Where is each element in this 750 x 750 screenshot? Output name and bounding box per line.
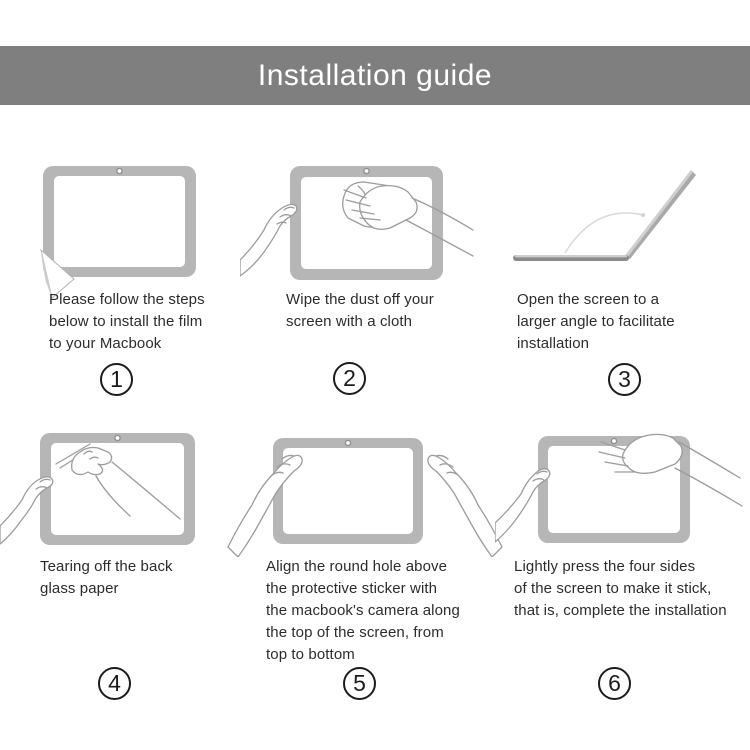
caption-line: screen with a cloth xyxy=(286,313,413,330)
caption-line: glass paper xyxy=(40,580,119,597)
step-5-align-film-icon xyxy=(220,425,510,557)
step-4-tear-paper-icon xyxy=(0,428,235,558)
camera-dot-icon xyxy=(611,438,616,443)
step-5-number-badge: 5 xyxy=(343,667,376,700)
caption-line: Please follow the steps xyxy=(49,291,205,308)
caption-line: to your Macbook xyxy=(49,335,162,352)
step-1-number-badge: 1 xyxy=(100,363,133,396)
macbook-screen xyxy=(51,443,184,535)
camera-dot-icon xyxy=(345,440,350,445)
caption-line: larger angle to facilitate xyxy=(517,313,675,330)
page-title: Installation guide xyxy=(257,58,493,92)
step-1-caption xyxy=(49,289,205,355)
step-6-number-badge: 6 xyxy=(598,667,631,700)
right-hand-icon xyxy=(428,455,502,557)
caption-line: of the screen to make it stick, xyxy=(514,580,712,597)
camera-dot-icon xyxy=(115,435,120,440)
caption-line: top to bottom xyxy=(266,646,355,663)
step-4-caption xyxy=(40,556,173,600)
caption-line: Tearing off the back xyxy=(40,558,173,575)
caption-line: installation xyxy=(517,335,590,352)
caption-line: Open the screen to a xyxy=(517,291,660,308)
step-3-caption xyxy=(517,289,675,355)
camera-dot-icon xyxy=(117,168,122,173)
open-angle-arrow-icon xyxy=(565,213,643,253)
caption-line: the top of the screen, from xyxy=(266,624,444,641)
macbook-screen xyxy=(54,176,185,267)
step-2-caption xyxy=(286,289,434,333)
step-1-film-peel-icon xyxy=(28,162,203,302)
caption-line: the protective sticker with xyxy=(266,580,438,597)
step-3-number-badge: 3 xyxy=(608,363,641,396)
caption-line: Wipe the dust off your xyxy=(286,291,434,308)
caption-line: the macbook's camera along xyxy=(266,602,460,619)
caption-line: below to install the film xyxy=(49,313,203,330)
step-4-number-badge: 4 xyxy=(98,667,131,700)
step-3-open-laptop-icon xyxy=(505,160,715,272)
camera-dot-icon xyxy=(364,168,369,173)
banner xyxy=(0,46,750,105)
caption-line: Align the round hole above xyxy=(266,558,448,575)
step-2-wipe-screen-icon xyxy=(240,158,475,286)
step-6-caption xyxy=(514,556,727,622)
step-5-caption xyxy=(266,556,460,666)
step-2-number-badge: 2 xyxy=(333,362,366,395)
caption-line: Lightly press the four sides xyxy=(514,558,696,575)
caption-line: that is, complete the installation xyxy=(514,602,727,619)
step-6-press-edges-icon xyxy=(495,428,750,558)
